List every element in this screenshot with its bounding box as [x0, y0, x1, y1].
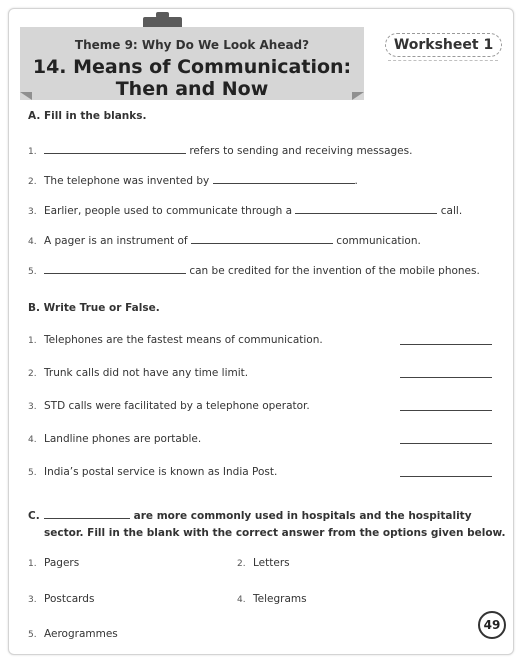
fill-item-1: 1. refers to sending and receiving messages.: [28, 145, 413, 157]
tf-item-1: 1. Telephones are the fastest means of communication.: [28, 334, 323, 346]
option-2[interactable]: 2. Letters: [237, 557, 290, 569]
answer-blank-5[interactable]: [44, 264, 186, 274]
section-a-heading: A. Fill in the blanks.: [28, 110, 147, 122]
fill-item-4: 4. A pager is an instrument of communication.: [28, 235, 421, 247]
worksheet-divider: [388, 60, 498, 61]
answer-blank-1[interactable]: [44, 144, 186, 154]
title-line-1: 14. Means of Communication:: [32, 56, 352, 78]
tf-answer-line-1[interactable]: [400, 344, 492, 345]
tf-item-4: 4. Landline phones are portable.: [28, 433, 202, 445]
option-3[interactable]: 3. Postcards: [28, 593, 95, 605]
option-4[interactable]: 4. Telegrams: [237, 593, 307, 605]
answer-blank-3[interactable]: [295, 204, 437, 214]
tf-item-3: 3. STD calls were facilitated by a telephone operator.: [28, 400, 310, 412]
fill-item-5: 5. can be credited for the invention of the mobile phones.: [28, 265, 480, 277]
section-c-question: C. are more commonly used in hospitals and the hospitality sector. Fill in the blank with the correct answer from the options given below.: [28, 510, 506, 539]
page-number-badge: 49: [478, 611, 506, 639]
answer-blank-2[interactable]: [213, 174, 355, 184]
tf-answer-line-4[interactable]: [400, 443, 492, 444]
worksheet-badge: Worksheet 1: [385, 33, 502, 57]
tf-answer-line-3[interactable]: [400, 410, 492, 411]
theme-label: Theme 9: Why Do We Look Ahead?: [74, 38, 310, 52]
fill-item-2: 2. The telephone was invented by .: [28, 175, 358, 187]
fill-item-3: 3. Earlier, people used to communicate through a call.: [28, 205, 463, 217]
title-line-2: Then and Now: [115, 78, 269, 100]
tf-item-2: 2. Trunk calls did not have any time limit.: [28, 367, 249, 379]
tf-item-5: 5. India’s postal service is known as India Post.: [28, 466, 278, 478]
page-title: [20, 56, 364, 100]
option-1[interactable]: 1. Pagers: [28, 557, 80, 569]
tf-answer-line-2[interactable]: [400, 377, 492, 378]
section-b-heading: B. Write True or False.: [28, 302, 160, 314]
section-c-blank[interactable]: [44, 509, 130, 519]
option-5[interactable]: 5. Aerogrammes: [28, 628, 118, 640]
clip-icon: [143, 17, 182, 27]
tf-answer-line-5[interactable]: [400, 476, 492, 477]
answer-blank-4[interactable]: [191, 234, 333, 244]
